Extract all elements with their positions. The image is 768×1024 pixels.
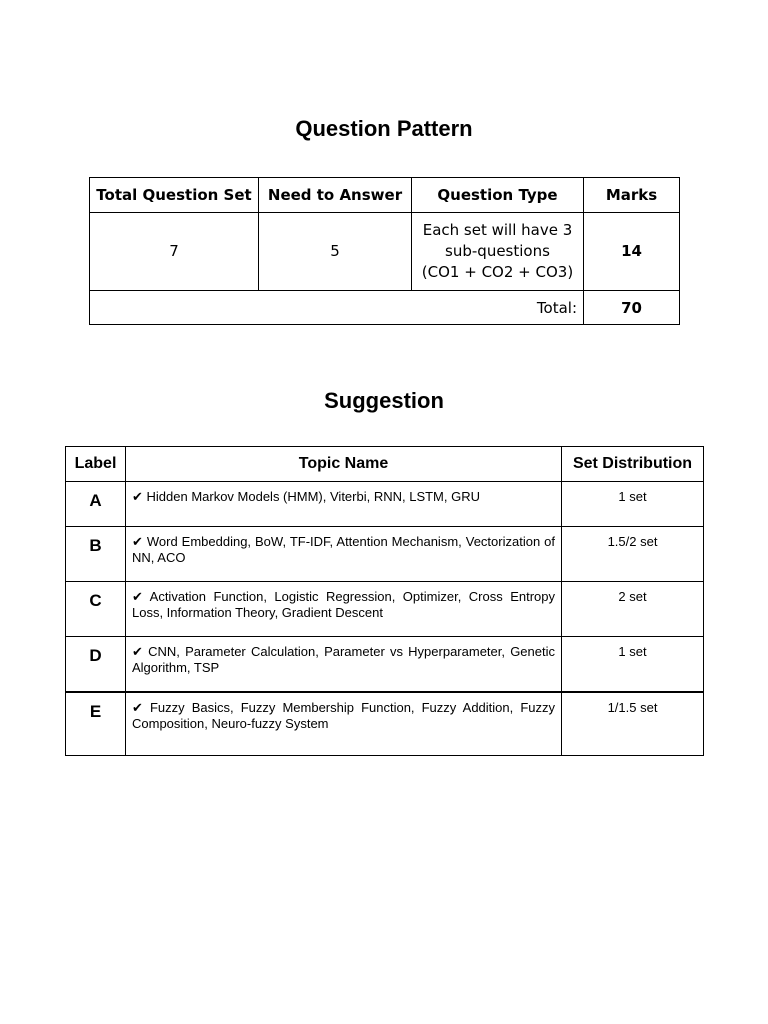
suggestion-table — [65, 446, 704, 756]
total-sets-value: 7 — [90, 213, 259, 291]
row-label: B — [66, 527, 126, 582]
question-type-line: Each set will have 3 — [422, 221, 573, 239]
table-row — [90, 213, 680, 291]
header-need-to-answer: Need to Answer — [259, 178, 412, 213]
header-marks: Marks — [584, 178, 680, 213]
row-label: E — [66, 692, 126, 756]
header-set-distribution: Set Distribution — [562, 447, 704, 482]
header-topic-name: Topic Name — [126, 447, 562, 482]
suggestion-title: Suggestion — [324, 388, 444, 413]
header-label: Label — [66, 447, 126, 482]
row-label: D — [66, 637, 126, 693]
question-type-value — [412, 213, 584, 291]
marks-value: 14 — [584, 213, 680, 291]
need-to-answer-value: 5 — [259, 213, 412, 291]
row-distribution: 1/1.5 set — [562, 692, 704, 756]
table-row — [66, 582, 704, 637]
total-row — [90, 291, 680, 325]
table-row — [66, 637, 704, 693]
header-question-type: Question Type — [412, 178, 584, 213]
table-header-row — [90, 178, 680, 213]
row-topic: ✔ Hidden Markov Models (HMM), Viterbi, RNN, LSTM, GRU — [126, 482, 562, 527]
row-topic: ✔ Word Embedding, BoW, TF-IDF, Attention Mechanism, Vectorization of NN, ACO — [126, 527, 562, 582]
row-distribution: 1 set — [562, 482, 704, 527]
total-value: 70 — [584, 291, 680, 325]
row-distribution: 1.5/2 set — [562, 527, 704, 582]
total-label: Total: — [90, 291, 584, 325]
row-label: C — [66, 582, 126, 637]
table-row — [66, 692, 704, 756]
row-distribution: 1 set — [562, 637, 704, 693]
row-topic: ✔ Activation Function, Logistic Regression, Optimizer, Cross Entropy Loss, Information Theory, Gradient Descent — [126, 582, 562, 637]
row-label: A — [66, 482, 126, 527]
question-type-line: sub-questions — [445, 242, 550, 260]
row-topic: ✔ Fuzzy Basics, Fuzzy Membership Function, Fuzzy Addition, Fuzzy Composition, Neuro-fuzzy System — [126, 692, 562, 756]
question-pattern-title: Question Pattern — [295, 116, 473, 141]
table-header-row — [66, 447, 704, 482]
question-pattern-table — [89, 177, 680, 325]
table-row — [66, 482, 704, 527]
question-type-line: (CO1 + CO2 + CO3) — [421, 263, 574, 281]
table-row — [66, 527, 704, 582]
row-distribution: 2 set — [562, 582, 704, 637]
header-total-question-set: Total Question Set — [90, 178, 259, 213]
row-topic: ✔ CNN, Parameter Calculation, Parameter vs Hyperparameter, Genetic Algorithm, TSP — [126, 637, 562, 693]
